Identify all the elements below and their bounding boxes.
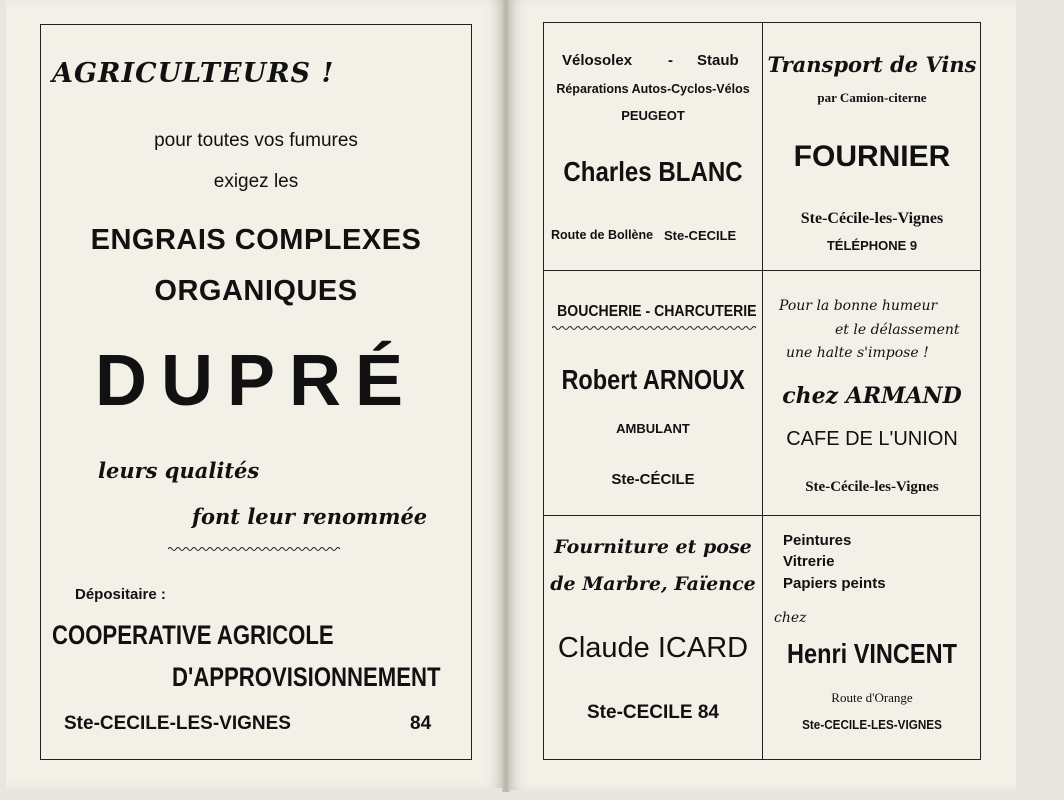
depositaire-label: Dépositaire :: [75, 586, 166, 603]
ad-line-2: exigez les: [213, 171, 299, 192]
book-spine: [502, 0, 510, 792]
peintures-item-1: Peintures: [783, 532, 852, 549]
velosolex-brand: Vélosolex: [562, 52, 633, 69]
peintures-chez: chez: [774, 610, 807, 626]
velosolex-owner: Charles BLANC: [563, 156, 743, 187]
grid-row-divider-1: [543, 270, 981, 271]
velosolex-address: Route de Bollène: [551, 228, 654, 242]
peintures-item-2: Vitrerie: [783, 553, 835, 570]
velosolex-services: Réparations Autos-Cyclos-Vélos: [556, 82, 750, 96]
peintures-item-3: Papiers peints: [783, 575, 886, 592]
transport-title: Transport de Vins: [767, 52, 977, 77]
coop-name-1: COOPERATIVE AGRICOLE: [52, 620, 334, 650]
velosolex-town: Ste-CECILE: [664, 228, 737, 243]
boucherie-title: BOUCHERIE - CHARCUTERIE: [557, 303, 757, 320]
marbre-town: Ste-CECILE 84: [587, 702, 719, 723]
ad-headline: AGRICULTEURS !: [52, 58, 335, 89]
cafe-line-3: une halte s'impose !: [786, 345, 929, 361]
cafe-owner: chez ARMAND: [782, 383, 962, 409]
coop-name-2: D'APPROVISIONNEMENT: [172, 662, 441, 692]
peintures-owner: Henri VINCENT: [787, 638, 957, 669]
transport-owner: FOURNIER: [793, 140, 951, 173]
velosolex-make: PEUGEOT: [621, 108, 685, 123]
transport-subtitle: par Camion-citerne: [817, 90, 927, 105]
marbre-line-1: Fourniture et pose: [554, 536, 752, 558]
product-name-2: ORGANIQUES: [154, 275, 358, 307]
ad-line-1: pour toutes vos fumures: [154, 130, 358, 151]
transport-town: Ste-Cécile-les-Vignes: [800, 210, 944, 227]
boucherie-underline: [552, 325, 756, 331]
transport-phone: TÉLÉPHONE 9: [826, 238, 918, 253]
grid-row-divider-2: [543, 515, 981, 516]
velosolex-dash: -: [668, 52, 673, 69]
decorative-squiggle: [168, 546, 340, 552]
dupre-town: Ste-CECILE-LES-VIGNES: [64, 713, 291, 734]
boucherie-subtitle: AMBULANT: [616, 421, 690, 436]
cafe-name: CAFE DE L'UNION: [786, 428, 958, 450]
velosolex-brand-2: Staub: [697, 52, 739, 69]
boucherie-town: Ste-CÉCILE: [611, 471, 695, 488]
marbre-owner: Claude ICARD: [557, 632, 749, 664]
dupre-dept: 84: [410, 713, 432, 734]
slogan-line-2: font leur renommée: [192, 504, 428, 529]
cafe-line-1: Pour la bonne humeur: [779, 298, 938, 314]
slogan-line-1: leurs qualités: [98, 458, 260, 483]
brand-name: DUPRÉ: [94, 341, 418, 421]
cafe-town: Ste-Cécile-les-Vignes: [805, 479, 939, 495]
peintures-address: Route d'Orange: [831, 690, 913, 705]
boucherie-owner: Robert ARNOUX: [561, 364, 745, 395]
cafe-line-2: et le délassement: [835, 322, 960, 338]
marbre-line-2: de Marbre, Faïence: [550, 573, 756, 595]
peintures-town: Ste-CECILE-LES-VIGNES: [802, 717, 942, 732]
product-name-1: ENGRAIS COMPLEXES: [90, 224, 422, 256]
